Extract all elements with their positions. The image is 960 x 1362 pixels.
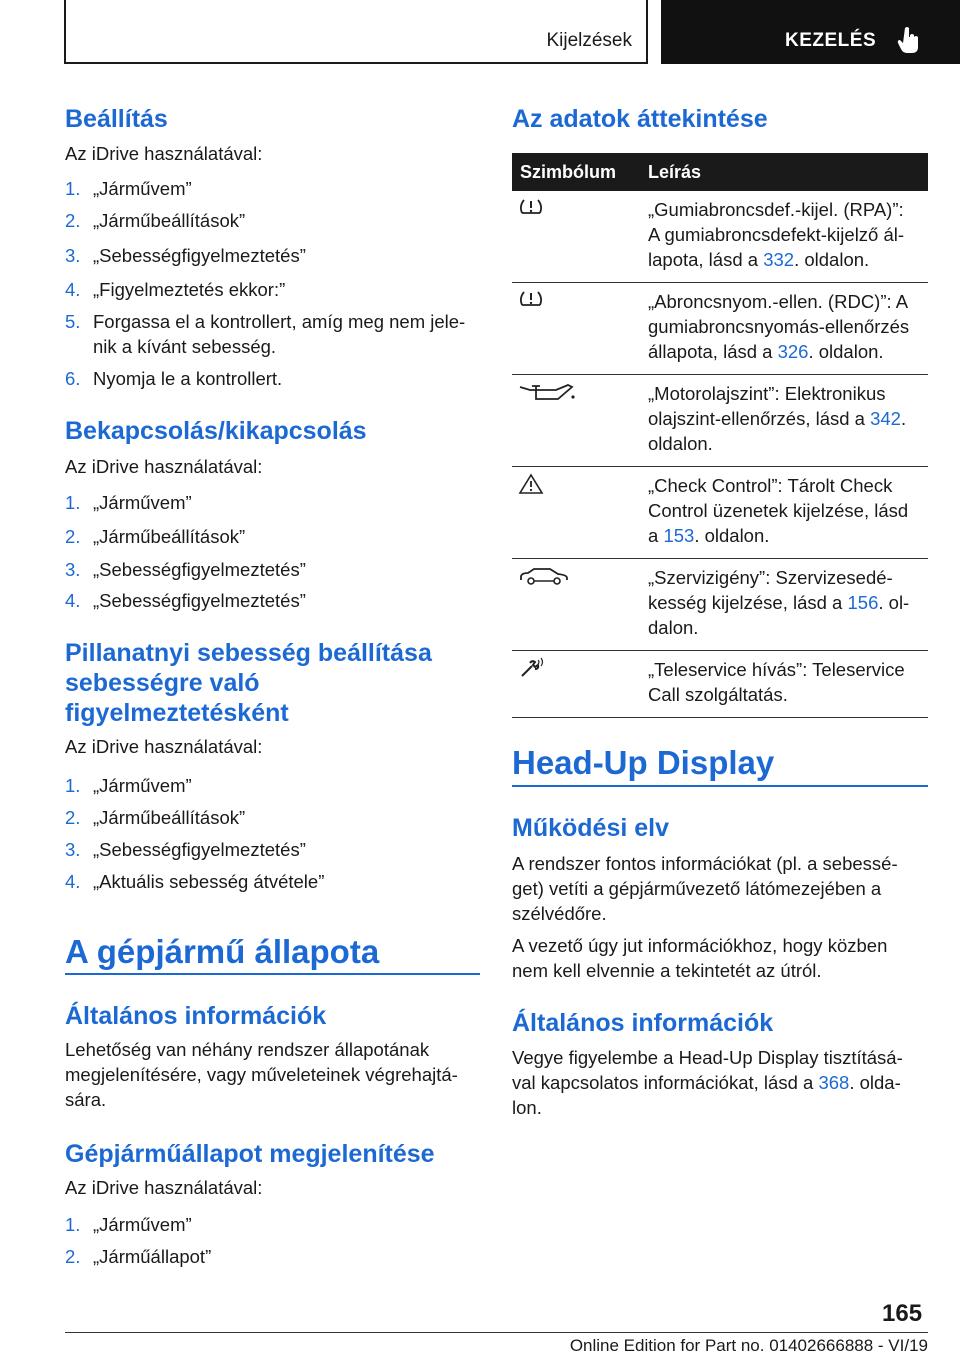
header-chapter-tab	[661, 0, 960, 64]
table-row	[512, 191, 928, 283]
paragraph-line: val kapcsolatos információkat, lásd a 368. olda-	[512, 1072, 901, 1093]
symbol-cell	[512, 651, 640, 718]
intro-text: Az iDrive használatával:	[65, 143, 263, 164]
paragraph-line: get) vetíti a gépjárművezető látómezejében a	[512, 878, 882, 899]
table-row	[512, 375, 928, 467]
header-section-title: Kijelzések	[546, 30, 632, 51]
paragraph-line: Vegye figyelembe a Head-Up Display tisztításá-	[512, 1047, 903, 1068]
intro-text: Az iDrive használatával:	[65, 1177, 263, 1198]
page-link[interactable]: 342	[870, 408, 901, 429]
description-cell: „Motorolajszint”: Elektronikus olajszint-ellenőrzés, lásd a 342. oldalon.	[640, 375, 928, 467]
teleservice-wrench-icon	[518, 657, 548, 679]
heading-data-overview: Az adatok áttekintése	[512, 105, 768, 133]
page-link[interactable]: 153	[663, 525, 695, 546]
description-cell: „Check Control”: Tárolt Check Control üzenetek kijelzése, lásd a 153. oldalon.	[640, 467, 928, 559]
tire-pressure-warning-icon	[518, 197, 544, 219]
page-link[interactable]: 156	[847, 592, 879, 613]
heading-operating-principle: Működési elv	[512, 814, 669, 842]
symbol-cell	[512, 467, 640, 559]
symbol-cell	[512, 191, 640, 283]
heading-general-info: Általános információk	[65, 1002, 327, 1030]
paragraph-line: szélvédőre.	[512, 903, 607, 924]
service-car-icon	[518, 565, 570, 587]
footer-edition: Online Edition for Part no. 01402666888 - VI/19	[569, 1336, 928, 1355]
heading-rule	[512, 785, 928, 787]
page-link[interactable]: 326	[777, 341, 809, 362]
heading-current-speed-line2: sebességre való	[65, 669, 260, 697]
page-link[interactable]: 368	[818, 1072, 850, 1093]
table-header-row	[512, 153, 928, 191]
paragraph-line: sára.	[65, 1089, 107, 1110]
heading-general-info-hud: Általános információk	[512, 1009, 774, 1037]
oil-can-icon	[518, 381, 578, 403]
page-link[interactable]: 332	[763, 249, 795, 270]
symbol-cell	[512, 283, 640, 375]
paragraph-line: A rendszer fontos információkat (pl. a sebessé-	[512, 853, 898, 874]
description-cell: „Szervizigény”: Szervizesedé- kesség kijelzése, lásd a 156. ol- dalon.	[640, 559, 928, 651]
table-row	[512, 651, 928, 718]
warning-triangle-icon	[518, 473, 544, 495]
symbol-cell	[512, 559, 640, 651]
paragraph-line: lon.	[512, 1097, 542, 1118]
heading-on-off: Bekapcsolás/kikapcsolás	[65, 417, 367, 445]
heading-current-speed: Pillanatnyi sebesség beállítása	[65, 639, 432, 667]
table-row	[512, 559, 928, 651]
paragraph-line: nem kell elvennie a tekintetét az útról.	[512, 960, 822, 981]
page-number: 165	[882, 1300, 923, 1327]
paragraph-line: Lehetőség van néhány rendszer állapotának	[65, 1039, 430, 1060]
description-cell: „Gumiabroncsdef.-kijel. (RPA)”: A gumiabroncsdefekt-kijelző ál- lapota, lásd a 332. oldalon.	[640, 191, 928, 283]
intro-text: Az iDrive használatával:	[65, 736, 263, 757]
header-section-box	[64, 0, 648, 64]
description-cell: „Teleservice hívás”: Teleservice Call szolgáltatás.	[640, 651, 928, 718]
chapter-heading-hud: Head-Up Display	[512, 744, 775, 781]
intro-text: Az iDrive használatával:	[65, 456, 263, 477]
paragraph-line: megjelenítésére, vagy műveleteinek végrehajtá-	[65, 1064, 458, 1085]
column-header-symbol: Szimbólum	[512, 153, 640, 191]
tire-pressure-monitor-icon	[518, 289, 544, 311]
heading-vehicle-status-display: Gépjárműállapot megjelenítése	[65, 1140, 435, 1168]
heading-current-speed-line3: figyelmeztetésként	[65, 699, 289, 727]
table-row	[512, 467, 928, 559]
table-row	[512, 283, 928, 375]
symbol-table	[512, 153, 928, 718]
description-cell: „Abroncsnyom.-ellen. (RDC)”: A gumiabroncsnyomás-ellenőrzés állapota, lásd a 326. oldalon.	[640, 283, 928, 375]
footer-rule	[65, 1332, 928, 1333]
header-chapter-label: KEZELÉS	[785, 30, 877, 51]
column-header-description: Leírás	[640, 153, 928, 191]
chapter-heading-vehicle-status: A gépjármű állapota	[65, 933, 380, 970]
paragraph-line: A vezető úgy jut információkhoz, hogy közben	[512, 935, 888, 956]
pointing-hand-icon	[897, 26, 921, 54]
heading-settings: Beállítás	[65, 105, 168, 133]
heading-rule	[65, 973, 480, 975]
symbol-cell	[512, 375, 640, 467]
